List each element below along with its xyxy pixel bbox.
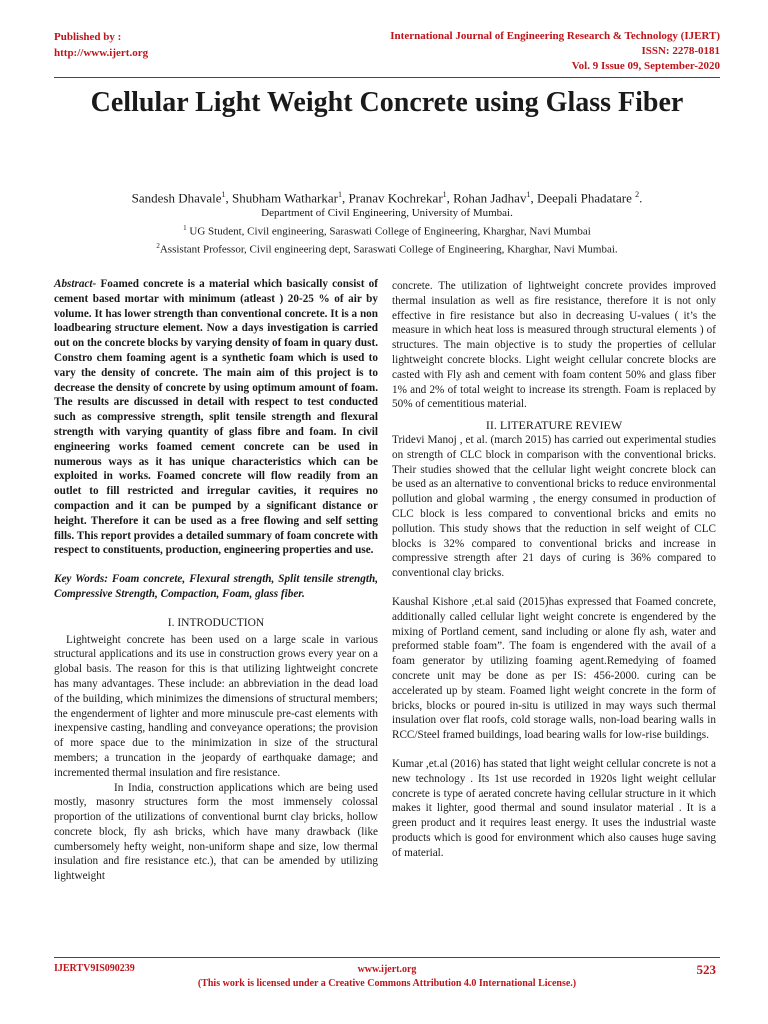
lit-paragraph-1: Tridevi Manoj , et al. (march 2015) has carried out experimental studies on strength of CLC block in comparison with the conventional bricks. Their studies showed that the cellular light weight concrete block can be used as an alternative to conventional bricks to reduce environmental pollution and global warming , the energy consumed in production of CLC block is less compared to conventional bricks and emits no pollution. This study shows that the reduction in self weight of CLC blocks is 32% compared to conventional bricks and increase in compressive strength after 21 days of curing is 36% compared to conventional clay bricks.: [392, 433, 716, 580]
paper-id: IJERTV9IS090239: [54, 963, 135, 974]
author-sup: 1: [337, 190, 342, 199]
affiliation-1: $^1$ UG Student, Civil engineering, Saraswati College of Engineering, Kharghar, Navi Mumbai: [183, 223, 591, 238]
author-name: Sandesh Dhavale: [131, 190, 222, 206]
author-name: Rohan Jadhav: [453, 190, 527, 206]
right-column: [392, 279, 716, 860]
intro-paragraph-2: In India, construction applications which are being used mostly, masonry structures form the most immensely colossal proportion of the utilizations of conventional burnt clay bricks, hollow concrete block, fly ash bricks, which have many drawback (like cumbersomely hefty weight, non-uniform shape and size, low thermal insulation and fire resistance etc.), that can be amended by utilizing lightweight: [54, 781, 378, 883]
intro-paragraph-1: Lightweight concrete has been used on a large scale in various structural applications and its use in construction grows every year on a global basis. The reason for this is that utilizing lightweight concrete has many advantages. These include: an abbreviation in the dead load of the building, which minimizes the dimensions of structural members; the engenderment of lighter and more minuscule pre-cast elements with inexpensive casting, handling and conveyance operations; the provision of more space due to the minimization in size of the structural members; a truncation in the jeopardy of earthquake damage; and incremented thermal insulation and fire resistance.: [54, 633, 378, 779]
license-notice: (This work is licensed under a Creative Commons Attribution 4.0 International License.): [197, 978, 577, 989]
author-name: Pranav Kochrekar: [348, 190, 443, 206]
author-name: Shubham Watharkar: [232, 190, 338, 206]
lit-paragraph-3: Kumar ,et.al (2016) has stated that light weight cellular concrete is not a new technology . Its 1st use recorded in 1920s light weight cellular concrete is type of aerated concrete having cellular structure in it which makes it lighter, good thermal and sound insulator material . It is a green product and it requires least energy. It uses the industrial waste products which is good for environment which also causes huge saving of material.: [392, 757, 716, 859]
abstract: [54, 277, 378, 558]
department: Department of Civil Engineering, University of Mumbai.: [261, 207, 513, 219]
lit-paragraph-2: Kaushal Kishore ,et.al said (2015)has expressed that Foamed concrete, additionally called cellular light weight concrete is engendered by the mixing of Portland cement, sand including or alone fly ash, water and preformed stable foam”. The foam is engendered with the avail of a foam generator by utilizing foaming agent.Remedying of foamed concrete unit may be done as per IS: 456-2000. curing can be accelerated up by steam. Foamed light weight concrete in the form of bricks, blocks or poured in-situ is utilized in may ways such thermal insulation over flat roofs, cold storage walls, non-load bearing walls in RCC/Steel framed buildings, load bearing walls for low-rise buildings.: [392, 595, 716, 742]
author-sup: 1: [526, 190, 531, 199]
journal-name: International Journal of Engineering Research & Technology (IJERT): [390, 30, 720, 42]
left-column: [54, 277, 378, 884]
intro-paragraph-3: concrete. The utilization of lightweight concrete provides improved thermal insulation as well as fire resistance, therefore it is not only effective in fire resistance but also in decreasing U-values ( it’s the measure in which heat loss is measured through structural elements ) of structures. The main objective is to study the properties of cellular lightweight concrete blocks. Light weight cellular concrete blocks are casted with Fly ash and cement with foam content 50% and glass fiber 1% and 2% of total weight to increase its strength. Foam is replaced by 50% of cementitious material.: [392, 280, 716, 411]
author-sup: 1: [442, 190, 447, 199]
author-list: Sandesh Dhavale$^1$, Shubham Watharkar$^1$, Pranav Kochrekar$^1$, Rohan Jadhav$^1$, Deepali Phadatare $^2$.: [131, 190, 643, 206]
keywords: Key Words: Foam concrete, Flexural strength, Split tensile strength, Compressive Strength, Compaction, Foam, glass fiber.: [54, 573, 378, 600]
issn: ISSN: 2278-0181: [641, 45, 720, 57]
paper-title: Cellular Light Weight Concrete using Glass Fiber: [90, 87, 684, 118]
affiliation-2: $^2$Assistant Professor, Civil engineering dept, Saraswati College of Engineering, Kharghar, Navi Mumbai.: [156, 241, 618, 256]
author-sup: 1: [221, 190, 226, 199]
published-by: Published by :: [54, 31, 122, 43]
footer-site-link[interactable]: www.ijert.org: [357, 964, 417, 975]
header-right: [390, 29, 720, 74]
affiliations: [54, 206, 720, 257]
site-url-link[interactable]: http://www.ijert.org: [54, 47, 149, 59]
header-divider: [54, 77, 720, 78]
footer-divider: [54, 957, 720, 958]
section-heading-introduction: I. INTRODUCTION: [167, 616, 265, 629]
author-name: Deepali Phadatare: [536, 190, 632, 206]
page-number: 523: [696, 962, 716, 977]
author-sup: 2: [635, 190, 640, 199]
header-left: [54, 29, 148, 61]
abstract-label: Abstract-: [54, 278, 97, 290]
abstract-text: Foamed concrete is a material which basically consist of cement based mortar with minimum (atleast ) 20-25 % of air by volume. It has lower strength than conventional concrete. It is a non loadbearing structure element. Now a days investigation is carried out on the concrete blocks by varying density of foam in quary dust. Constro chem foaming agent is a synthetic foam which is used to vary the density of concrete. The main aim of this project is to decrease the density of concrete by using optimum amount of foam. The results are discussed in detail with respect to test conducted such as compressive strength, split tensile strength and flexural strength with varying quantity of glass fibre and foam. In civil engineering works foamed cement concrete can be used in numerous ways as it has unique characteristics which can be exploited in works. Foamed concrete will flow readily from an outlet to fill restricted and irregular cavities, it requires no compaction and it can be pumped by a significant distance or height. Therefore it can be used as a free flowing and self setting fills. This report provides a detailed summary of foam concrete with respect to constituents, production, engineering properties and use.: [54, 278, 378, 557]
section-heading-literature-review: II. LITERATURE REVIEW: [485, 418, 623, 433]
footer-center: [54, 963, 720, 991]
volume-issue: Vol. 9 Issue 09, September-2020: [571, 60, 720, 72]
